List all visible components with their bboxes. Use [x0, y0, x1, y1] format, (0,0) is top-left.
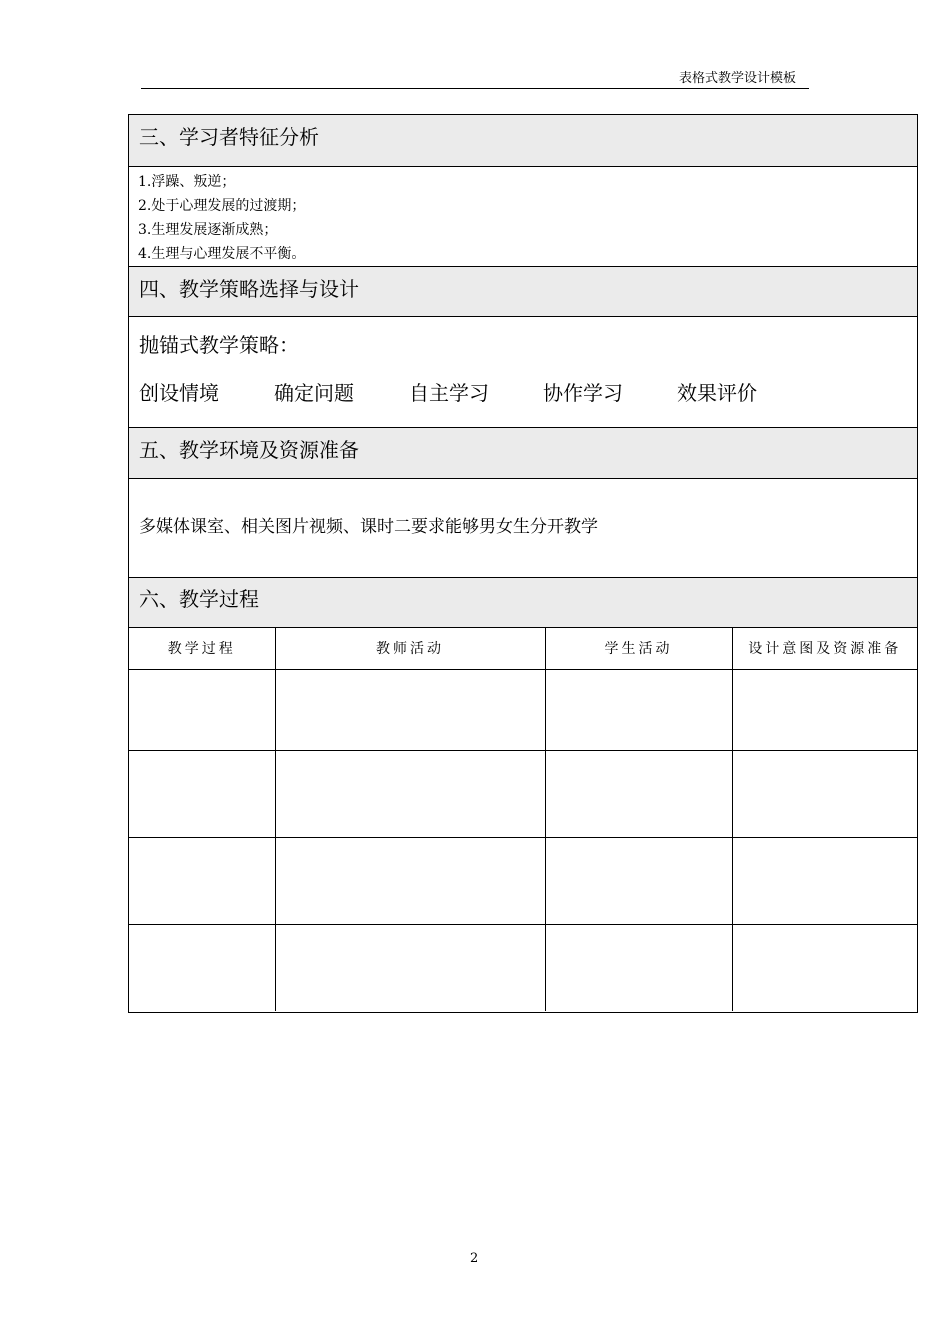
strategy-step: 协作学习 — [543, 381, 623, 405]
column-header-student-activity: 学生活动 — [545, 627, 732, 670]
table-cell[interactable] — [545, 838, 732, 925]
table-cell[interactable] — [275, 838, 545, 925]
list-item: 2.处于心理发展的过渡期； — [138, 198, 306, 214]
section-heading-strategy-text: 四、教学策略选择与设计 — [139, 277, 359, 301]
table-cell[interactable] — [732, 925, 917, 1011]
column-header-teacher-activity: 教师活动 — [275, 627, 545, 670]
section-heading-strategy — [129, 267, 917, 317]
strategy-step: 确定问题 — [274, 381, 354, 405]
table-cell[interactable] — [129, 838, 275, 925]
table-row — [129, 838, 917, 925]
column-header-design-intent: 设计意图及资源准备 — [732, 627, 917, 670]
column-header-stage: 教学过程 — [129, 627, 275, 670]
table-row — [129, 670, 917, 751]
strategy-cell — [129, 317, 917, 428]
table-row — [129, 925, 917, 1011]
table-cell[interactable] — [732, 670, 917, 751]
section-heading-process — [129, 578, 917, 628]
learner-characteristics-cell — [129, 167, 917, 267]
document-header-title: 表格式教学设计模板 — [679, 71, 797, 86]
learner-characteristics-list — [138, 170, 305, 266]
table-header-row — [129, 627, 917, 670]
section-heading-learner-text: 三、学习者特征分析 — [139, 125, 319, 149]
table-cell[interactable] — [545, 670, 732, 751]
list-item: 4.生理与心理发展不平衡。 — [138, 246, 306, 262]
table-row — [129, 751, 917, 838]
table-cell[interactable] — [732, 838, 917, 925]
page-number: 2 — [470, 1251, 479, 1266]
strategy-step: 创设情境 — [139, 381, 219, 405]
table-cell[interactable] — [545, 751, 732, 838]
section-heading-learner — [129, 115, 917, 167]
table-cell[interactable] — [275, 670, 545, 751]
list-item: 3.生理发展逐渐成熟； — [138, 222, 278, 238]
lesson-design-table — [128, 114, 918, 1013]
table-cell[interactable] — [545, 925, 732, 1011]
strategy-title: 抛锚式教学策略： — [139, 333, 299, 357]
environment-resources-text: 多媒体课室、相关图片视频、课时二要求能够男女生分开教学 — [139, 517, 598, 537]
strategy-step: 效果评价 — [677, 381, 757, 405]
table-cell[interactable] — [129, 751, 275, 838]
environment-cell — [129, 479, 917, 578]
table-cell[interactable] — [275, 925, 545, 1011]
table-cell[interactable] — [129, 670, 275, 751]
table-cell[interactable] — [732, 751, 917, 838]
header-rule — [141, 88, 809, 89]
table-cell[interactable] — [129, 925, 275, 1011]
list-item: 1.浮躁、叛逆； — [138, 174, 236, 190]
section-heading-environment — [129, 428, 917, 479]
table-cell[interactable] — [275, 751, 545, 838]
strategy-step: 自主学习 — [409, 381, 489, 405]
section-heading-environment-text: 五、教学环境及资源准备 — [139, 438, 359, 462]
section-heading-process-text: 六、教学过程 — [139, 587, 259, 611]
teaching-process-table — [129, 627, 917, 1011]
